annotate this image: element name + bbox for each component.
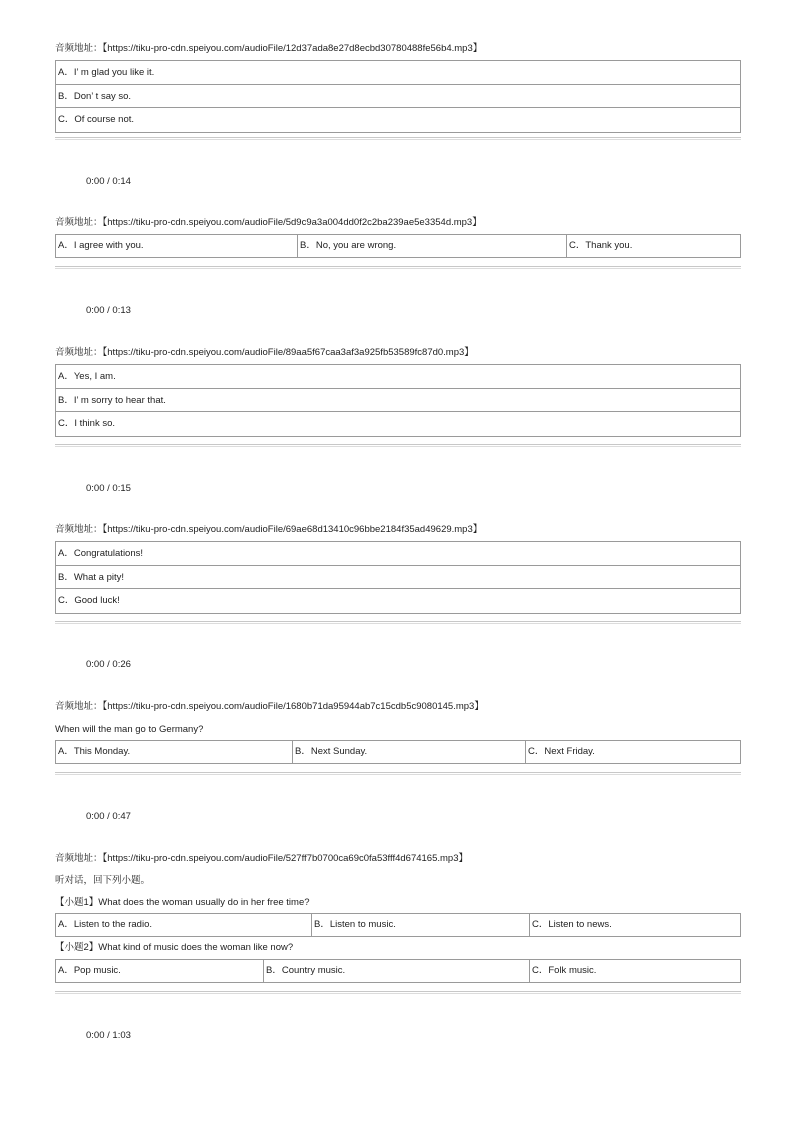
audio-time-4: 0:00 / 0:26 bbox=[86, 659, 131, 670]
audio-url-link[interactable]: 【https://tiku-pro-cdn.speiyou.com/audioFile/1680b71da95944ab7c15cdb5c9080145.mp3】 bbox=[102, 701, 484, 712]
audio-url-link[interactable]: 【https://tiku-pro-cdn.speiyou.com/audioFile/69ae68d13410c96bbe2184f35ad49629.mp3】 bbox=[102, 524, 483, 535]
options-list-1 bbox=[55, 60, 741, 133]
option-a: A．Pop music. bbox=[56, 960, 264, 982]
option-b: B．Next Sunday. bbox=[293, 741, 526, 763]
audio-time-1: 0:00 / 0:14 bbox=[86, 176, 131, 187]
option-c: C．Good luck! bbox=[58, 595, 120, 606]
option-c: C．Folk music. bbox=[532, 965, 597, 976]
audio-label: 音频地址： bbox=[55, 217, 103, 228]
separator bbox=[55, 991, 741, 994]
sub-question-1: 【小题1】What does the woman usually do in her free time? bbox=[55, 897, 310, 908]
options-list-4 bbox=[55, 541, 741, 614]
options-list-3 bbox=[55, 364, 741, 437]
option-b: B．What a pity! bbox=[56, 566, 740, 590]
option-a: A．I’ m glad you like it. bbox=[56, 61, 740, 85]
option-b: B．No, you are wrong. bbox=[298, 235, 567, 257]
audio-label: 音频地址： bbox=[55, 524, 103, 535]
separator bbox=[55, 137, 741, 140]
option-c: C．Thank you. bbox=[569, 240, 633, 251]
separator bbox=[55, 444, 741, 447]
audio-time-3: 0:00 / 0:15 bbox=[86, 483, 131, 494]
options-table-6a bbox=[55, 913, 741, 937]
audio-url-link[interactable]: 【https://tiku-pro-cdn.speiyou.com/audioFile/527ff7b0700ca69c0fa53fff4d674165.mp3】 bbox=[102, 853, 468, 864]
option-b: B．Country music. bbox=[264, 960, 530, 982]
audio-url-line-3 bbox=[55, 347, 474, 359]
option-b: B．Listen to music. bbox=[312, 914, 530, 936]
audio-url-line-6 bbox=[55, 853, 468, 865]
option-c: C．Listen to news. bbox=[532, 919, 612, 930]
option-c: C．I think so. bbox=[58, 418, 116, 429]
option-b: B．Don’ t say so. bbox=[56, 85, 740, 109]
separator bbox=[55, 621, 741, 624]
audio-label: 音频地址： bbox=[55, 701, 103, 712]
audio-url-link[interactable]: 【https://tiku-pro-cdn.speiyou.com/audioFile/12d37ada8e27d8ecbd30780488fe56b4.mp3】 bbox=[102, 43, 483, 54]
separator bbox=[55, 772, 741, 775]
instruction-text: 听对话，回下列小题。 bbox=[55, 875, 151, 886]
audio-label: 音频地址： bbox=[55, 43, 103, 54]
question-text: When will the man go to Germany? bbox=[55, 724, 204, 735]
audio-label: 音频地址： bbox=[55, 853, 103, 864]
audio-url-line-4 bbox=[55, 524, 482, 536]
option-c: C．Next Friday. bbox=[528, 746, 595, 757]
options-table-2 bbox=[55, 234, 741, 258]
audio-time-5: 0:00 / 0:47 bbox=[86, 811, 131, 822]
audio-time-2: 0:00 / 0:13 bbox=[86, 305, 131, 316]
audio-url-link[interactable]: 【https://tiku-pro-cdn.speiyou.com/audioFile/5d9c9a3a004dd0f2c2ba239ae5e3354d.mp3】 bbox=[102, 217, 482, 228]
option-a: A．I agree with you. bbox=[56, 235, 298, 257]
audio-url-line-5 bbox=[55, 701, 484, 713]
options-table-5 bbox=[55, 740, 741, 764]
option-a: A．This Monday. bbox=[56, 741, 293, 763]
audio-time-6: 0:00 / 1:03 bbox=[86, 1030, 131, 1041]
audio-url-link[interactable]: 【https://tiku-pro-cdn.speiyou.com/audioFile/89aa5f67caa3af3a925fb53589fc87d0.mp3】 bbox=[102, 347, 474, 358]
audio-url-line-2 bbox=[55, 217, 482, 229]
option-b: B．I’ m sorry to hear that. bbox=[56, 389, 740, 413]
options-table-6b bbox=[55, 959, 741, 983]
audio-url-line-1 bbox=[55, 43, 482, 55]
audio-label: 音频地址： bbox=[55, 347, 103, 358]
separator bbox=[55, 266, 741, 269]
option-c: C．Of course not. bbox=[58, 114, 135, 125]
option-a: A．Yes, I am. bbox=[56, 365, 740, 389]
option-a: A．Listen to the radio. bbox=[56, 914, 312, 936]
sub-question-2: 【小题2】What kind of music does the woman like now? bbox=[55, 942, 294, 953]
option-a: A．Congratulations! bbox=[56, 542, 740, 566]
